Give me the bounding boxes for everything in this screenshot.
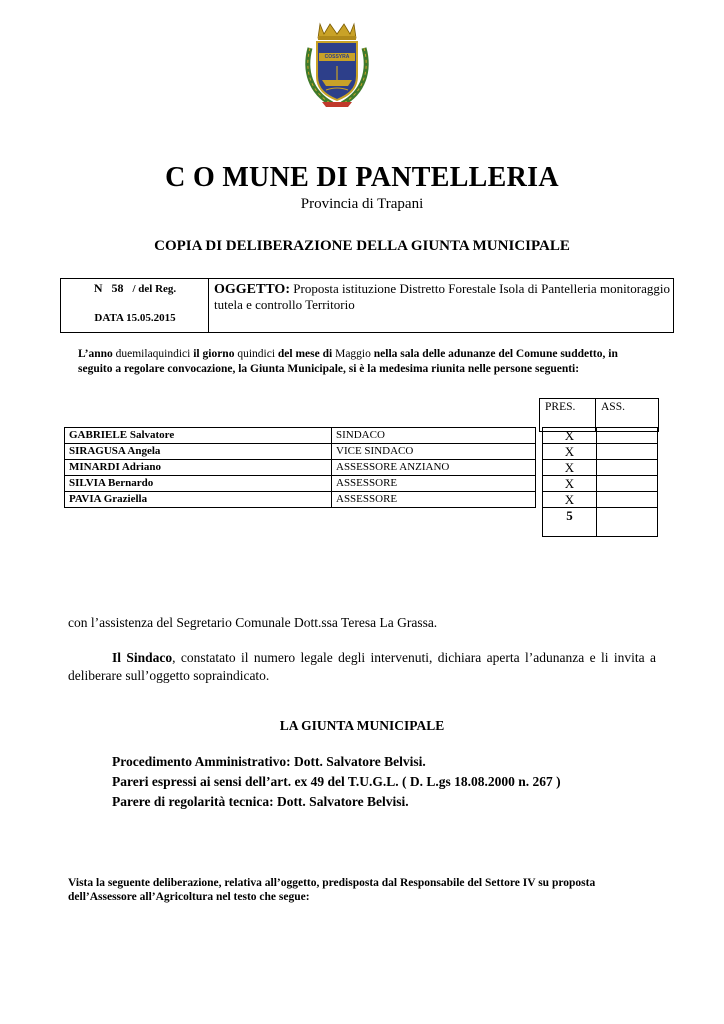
record-box bbox=[60, 278, 674, 333]
member-role: ASSESSORE ANZIANO bbox=[332, 460, 536, 476]
present-mark: X bbox=[543, 476, 597, 492]
intro-month: Maggio bbox=[332, 348, 374, 360]
preamble-paragraph: Vista la seguente deliberazione, relativa all’oggetto, predisposta dal Responsabile del Settore IV su proposta dell’Assessore all’Agricoltura nel testo che segue: bbox=[68, 877, 596, 903]
table-row bbox=[65, 428, 658, 444]
table-row bbox=[65, 492, 658, 508]
absent-mark bbox=[597, 460, 658, 476]
absent-mark bbox=[597, 492, 658, 508]
record-date: DATA 15.05.2015 bbox=[94, 312, 176, 324]
intro-text: nella sala delle adunanze del Comune suddetto, in seguito a regolare convocazione, la Giunta Municipale, si è la medesima riunita nelle persone seguenti: bbox=[78, 348, 618, 375]
subject-cell bbox=[214, 281, 670, 312]
present-mark: X bbox=[543, 460, 597, 476]
attendance-table bbox=[64, 427, 658, 537]
member-name: MINARDI Adriano bbox=[65, 460, 332, 476]
technical-opinion-line: Parere di regolarità tecnica: Dott. Salvatore Belvisi. bbox=[112, 794, 409, 809]
member-name: GABRIELE Salvatore bbox=[65, 428, 332, 444]
total-absent bbox=[597, 508, 658, 537]
number-label: N bbox=[93, 281, 103, 295]
mayor-paragraph bbox=[68, 649, 656, 685]
secretary-assistance: con l’assistenza del Segretario Comunale Dott.ssa Teresa La Grassa. bbox=[68, 615, 438, 630]
crest-banner-text: COSSYRA bbox=[324, 54, 350, 60]
province-subtitle: Provincia di Trapani bbox=[300, 196, 424, 212]
present-mark: X bbox=[543, 428, 597, 444]
present-mark: X bbox=[543, 492, 597, 508]
subject-text: Proposta istituzione Distretto Forestale Isola di Pantelleria monitoraggio tutela e controllo Territorio bbox=[214, 281, 670, 312]
record-number-cell bbox=[61, 279, 209, 332]
council-heading: LA GIUNTA MUNICIPALE bbox=[279, 718, 445, 733]
subject-label: OGGETTO: bbox=[214, 282, 290, 297]
absent-mark bbox=[597, 444, 658, 460]
opinions-line: Pareri espressi ai sensi dell’art. ex 49 del T.U.G.L. ( D. L.gs 18.08.2000 n. 267 ) bbox=[112, 774, 561, 789]
present-column-header: PRES. bbox=[540, 399, 596, 432]
member-role: VICE SINDACO bbox=[332, 444, 536, 460]
totals-row bbox=[65, 508, 658, 537]
table-row bbox=[65, 460, 658, 476]
page-title: C O MUNE DI PANTELLERIA bbox=[165, 162, 559, 193]
procedures-block bbox=[112, 752, 561, 812]
register-label: / del Reg. bbox=[132, 283, 177, 295]
mayor-text: , constatato il numero legale degli intervenuti, dichiara aperta l’adunanza e li invita a deliberare sull’oggetto sopraindicato. bbox=[68, 650, 656, 683]
intro-year: duemilaquindici bbox=[112, 348, 194, 360]
session-intro bbox=[78, 347, 654, 377]
table-row bbox=[65, 444, 658, 460]
procedure-line: Procedimento Amministrativo: Dott. Salvatore Belvisi. bbox=[112, 754, 426, 769]
absent-column-header: ASS. bbox=[596, 399, 659, 432]
member-role: ASSESSORE bbox=[332, 476, 536, 492]
intro-month-label: del mese di bbox=[277, 348, 333, 360]
member-role: ASSESSORE bbox=[332, 492, 536, 508]
register-number-line bbox=[61, 281, 209, 296]
intro-day: quindici bbox=[234, 348, 278, 360]
member-name: SILVIA Bernardo bbox=[65, 476, 332, 492]
member-name: SIRAGUSA Angela bbox=[65, 444, 332, 460]
member-name: PAVIA Graziella bbox=[65, 492, 332, 508]
intro-day-label: il giorno bbox=[193, 348, 235, 360]
record-number: 58 bbox=[111, 281, 124, 295]
mayor-label: Il Sindaco bbox=[112, 650, 173, 665]
total-present: 5 bbox=[543, 508, 597, 537]
document-type-heading: COPIA DI DELIBERAZIONE DELLA GIUNTA MUNICIPALE bbox=[154, 238, 570, 254]
intro-year-label: L’anno bbox=[78, 348, 113, 360]
table-row bbox=[65, 476, 658, 492]
member-role: SINDACO bbox=[332, 428, 536, 444]
absent-mark bbox=[597, 476, 658, 492]
absent-mark bbox=[597, 428, 658, 444]
present-mark: X bbox=[543, 444, 597, 460]
coat-of-arms-icon bbox=[302, 20, 372, 108]
